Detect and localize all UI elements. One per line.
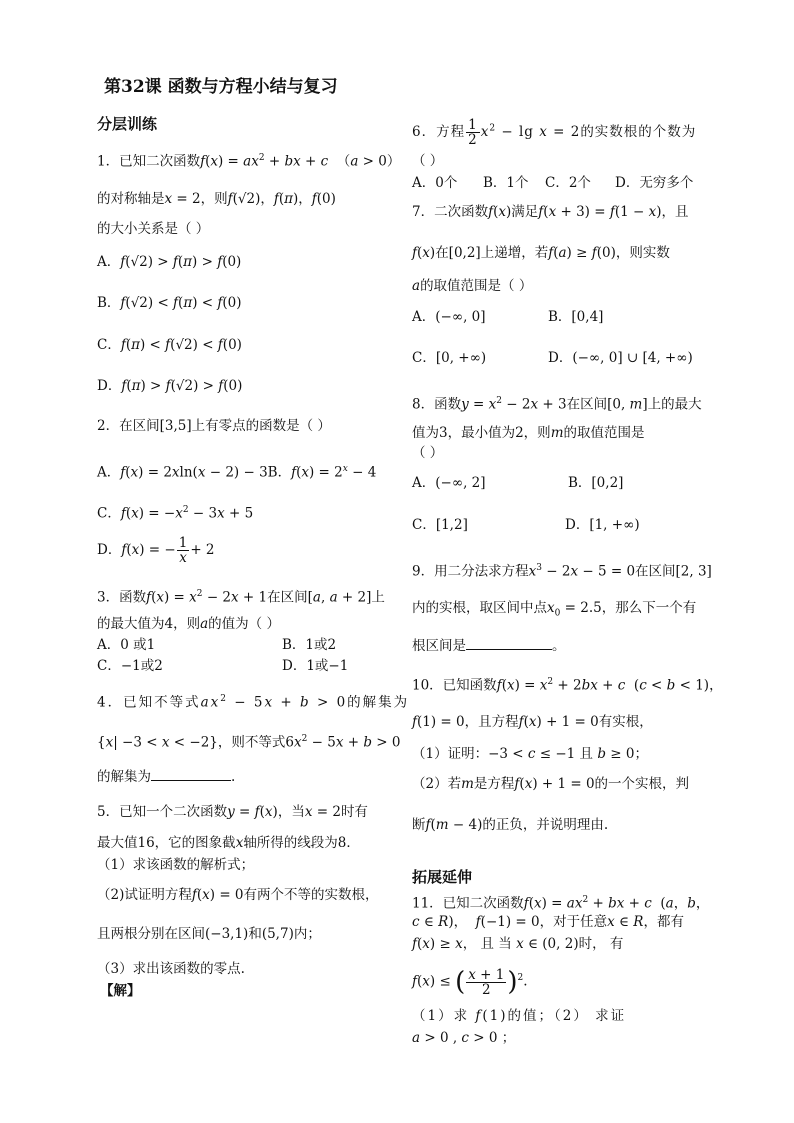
q1-stem-line1: 1．已知二次函数$f(x) = ax^2$ + bx + c （a > 0） [97, 153, 401, 170]
q8-option-b: B．[0,2] [568, 475, 624, 491]
q8-option-c: C．[1,2] [412, 517, 468, 533]
q3-option-c: C．−1或2 [97, 658, 163, 674]
q1-option-a: A．f(√2) > f(π) > f(0) [97, 254, 242, 270]
q6-option-d: D．无穷多个 [615, 175, 694, 191]
q3-option-b: B．1或2 [282, 637, 337, 653]
q7-option-a: A．(−∞, 0] [412, 309, 486, 325]
q11-last: a > 0 , c > 0 ； [412, 1030, 516, 1046]
q8-option-a: A．(−∞, 2] [412, 475, 486, 491]
q6-paren: （ ） [412, 153, 444, 169]
q3-stem-line1: 3．函数$f(x) = x^2 - 2x + 1$在区间[a, a + 2]上 [97, 589, 385, 606]
q7-option-d: D．(−∞, 0] ∪ [4, +∞) [548, 350, 693, 366]
q11-stem-line1: 11．已知二次函数$f(x) = ax^2$ + bx + c (a，b， [412, 895, 710, 912]
q11-stem-line3: f(x) ≥ x， 且 当 x ∈ (0, 2)时， 有 [412, 936, 624, 952]
q11-parts: （1）求 f(1)的值；（2） 求证 [412, 1008, 627, 1024]
q7-option-c: C．[0, +∞) [412, 350, 487, 366]
q1-stem-line2: 的对称轴是x = 2，则f(√2)，f(π)，f(0) [97, 191, 336, 207]
answer-blank[interactable] [466, 637, 552, 650]
q11-stem-line4: f(x) ≤ ( $\frac{x + 1}{2}$ )$^2$. [412, 966, 528, 998]
q2-option-d: D．f(x) = − $\frac{1}{x}$ + 2 [97, 535, 215, 566]
q8-stem-line1: 8．函数$y = x^2 - 2x + 3$在区间[0, m]上的最大 [412, 396, 702, 413]
q5-stem-line2: 最大值16，它的图象截x轴所得的线段为8． [97, 835, 360, 851]
q8-paren: （ ） [412, 445, 444, 461]
q1-option-d: D．f(π) > f(√2) > f(0) [97, 378, 243, 394]
q6-option-a: A．0个 [412, 175, 458, 191]
q7-stem-line2: f(x)在[0,2]上递增，若f(a) ≥ f(0)，则实数 [412, 245, 670, 261]
q6-stem: 6．方程 $\frac{1}{2}$ $x^2 - \lg x = 2$的实数根的个数为 [412, 117, 697, 148]
q3-option-a: A．0 或1 [97, 637, 156, 653]
q10-stem-line2: f(1) = 0，且方程f(x) + 1 = 0有实根， [412, 714, 653, 730]
q9-stem-line3: 根区间是 。 [412, 638, 566, 654]
q10-part2-line1: （2）若m是方程f(x) + 1 = 0的一个实根，判 [412, 776, 690, 792]
page-title: 第32课 函数与方程小结与复习 [104, 77, 338, 97]
solution-label: 【解】 [100, 983, 141, 999]
q4-stem-line2: {x| −3 < x < −2}，则不等式$6x^2 - 5x + b > 0$ [97, 734, 401, 751]
q7-option-b: B．[0,4] [548, 309, 604, 325]
q2-option-c: C．$f(x) = -x^2 - 3x + 5$ [97, 505, 254, 522]
q9-stem-line2: 内的实根，取区间中点$x_0 = 2.5$，那么下一个有 [412, 600, 697, 619]
q1-option-b: B．f(√2) < f(π) < f(0) [97, 295, 242, 311]
q3-option-d: D．1或−1 [282, 658, 349, 674]
q4-stem-line3: 的解集为 . [97, 769, 236, 785]
q5-part2-line1: （2)试证明方程f(x) = 0有两个不等的实数根， [97, 887, 379, 903]
section-heading-extension: 拓展延伸 [412, 868, 473, 886]
q3-stem-line2: 的最大值为4，则a的值为（ ） [97, 616, 280, 632]
q2-option-a-b: A．f(x) = 2xln(x − 2) − 3B．$f(x) = 2^x - 4$ [97, 464, 377, 481]
answer-blank[interactable] [151, 768, 231, 781]
q11-stem-line2: c ∈ R)， f(−1) = 0，对于任意x ∈ R，都有 [412, 914, 684, 930]
q5-part1: （1）求该函数的解析式； [97, 857, 255, 873]
q10-stem-line1: 10．已知函数$f(x) = x^2 + 2bx + c$ (c < b < 1)， [412, 677, 723, 694]
q5-stem-line1: 5．已知一个二次函数y = f(x)，当x = 2时有 [97, 804, 368, 820]
q2-stem: 2．在区间[3,5]上有零点的函数是（ ） [97, 418, 331, 434]
q7-stem-line3: a的取值范围是（ ） [412, 278, 533, 294]
q9-stem-line1: 9．用二分法求方程$x^3 - 2x - 5 = 0$在区间[2, 3] [412, 563, 712, 580]
q5-part2-line2: 且两根分别在区间(−3,1)和(5,7)内； [97, 926, 321, 942]
q4-stem-line1: 4．已知不等式$ax^2 - 5x + b > 0$的解集为 [97, 694, 410, 711]
q6-option-b: B．1个 [483, 175, 529, 191]
q1-stem-line3: 的大小关系是（ ） [97, 221, 210, 237]
q8-option-d: D．[1, +∞) [565, 517, 640, 533]
q6-option-c: C．2个 [545, 175, 591, 191]
section-heading-layered: 分层训练 [97, 115, 158, 133]
q8-stem-line2: 值为3，最小值为2，则m的取值范围是 [412, 425, 645, 441]
q7-stem-line1: 7．二次函数f(x)满足f(x + 3) = f(1 − x)，且 [412, 204, 689, 220]
q10-part2-line2: 断f(m − 4)的正负，并说明理由. [412, 817, 609, 833]
q5-part3: （3）求出该函数的零点. [97, 961, 245, 977]
q10-part1: （1）证明：−3 < c ≤ −1 且 b ≥ 0； [412, 746, 648, 762]
q1-option-c: C．f(π) < f(√2) < f(0) [97, 337, 242, 353]
